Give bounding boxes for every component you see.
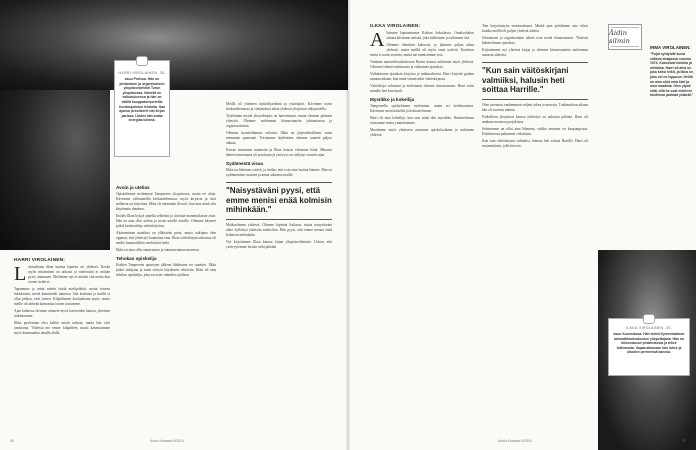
paragraph: Meillä oli yhteinen opiskelijaelämä ja ystäväpiiri. Kävimme usein keskustelemassa ja viettämässä aikaa yhdessä yliopiston ulkopuolella. xyxy=(226,102,332,111)
paragraph: Ilkka on läheinen ystävä, ja tiedän, että voin aina luottaa häneen. Hän on sydämestään visainen ja antaa aikaansa muille. xyxy=(226,168,332,177)
quote-rule xyxy=(482,62,588,63)
harri-caption xyxy=(114,60,170,157)
page-footer-left xyxy=(10,439,14,443)
paragraph: loimme lapsuutemme Kotkan Saksalassa. Omakotitalon takana kävimme metsää, joka kulkemme ja tutkimme sitä. xyxy=(386,31,474,40)
right-column-1 xyxy=(370,24,474,438)
paragraph: Ilkka puolestaan olisi kalliin mietti tarkoin, mutta hän olisi unohtanut. Yhdessä me emme kilpailleet, mutta kannustimme myös kummankin omalla alalla. xyxy=(14,321,110,335)
quote-rule xyxy=(226,219,332,220)
page-number: 36 xyxy=(10,439,14,443)
paragraph: Muutimme myös yhteiseen asuntoon opiskeluaikana ja tutkimme yhdessä. xyxy=(370,128,474,137)
paragraph: Matkustimme yhdessä. Olimme kipeänä Italiassa, mutta naisystäväni alkoi kyllästyä yhteisiin matkoihin. Hän pyysi, että emme menisi enää kolmisin mihinkään. xyxy=(226,222,332,237)
subheading: Avoin ja utelias xyxy=(116,185,150,190)
paragraph: Ajan kuluessa olemme ottaneet myös kavereiden kanssa, yhteinen tutkintomme. xyxy=(14,309,110,318)
paragraph: Akateeminen maailma on yllättävän pieni, mutta tutkijana olen oppinut, että yhteistyö kannattaa aina. Ilkan väitöskirjan tarkastus oli meille kummallekin merkittävä hetki. xyxy=(116,231,216,245)
drop-cap: L xyxy=(14,263,27,285)
paragraph: Ilkka on aina ollut auttavainen ja auttanut minua monessa. xyxy=(116,248,200,252)
caption-ornament xyxy=(643,314,655,324)
caption-name: HARRI VIROLAINEN, 35, xyxy=(118,71,166,75)
paragraph: Tampereella opiskelimme molemmat, mutta eri tiedekunnissa. Kävimme usein kahvilla ja keskustelimme. xyxy=(370,104,474,113)
paragraph: Kodien Tampereen opintojen jälkeen lähdimme eri suuntiin. Ilkka jatkoi tutkijana ja minä siirryin käytännön tehtäviin. Ilkka oli aina tehokas opiskelija, joka sai asiat valmiiksi ajallaan. xyxy=(116,263,216,277)
sidebar-title: IRMA VIROLAINEN: xyxy=(650,45,691,50)
mother-sidebar xyxy=(650,45,696,235)
paragraph: Kun sain väitöskirjani valmiiksi, halusin heti soittaa Harrille. Harri oli ensimmäinen, jolle kerroin. xyxy=(482,138,588,148)
paragraph: Kirjoitamme nyt yhteistä kirjaa ja olemme kiinnostuneita molemmat samasta aiheesta. xyxy=(482,48,588,57)
paragraph: Tein harjoitustyön ensimmäisenä. Minkä ajan pohdimme asia olivat kuinka meillä oli paljon yhteisiä aiheita. xyxy=(482,24,588,33)
paragraph: Olen tarvinnut vanhemman veljeni tukea ja neuvoja. Tutkimuksen aikana hän oli suurena tukena. xyxy=(482,102,588,112)
pull-quote: "Naisystäväni pyysi, että emme menisi enää kolmisin mihinkään." xyxy=(226,186,332,214)
subheading: Mystikko ja kokeilija xyxy=(370,97,415,102)
spread-gutter xyxy=(346,0,350,450)
pull-quote: "Kun sain väitöskirjani valmiiksi, halusin heti soittaa Harrille." xyxy=(482,66,569,94)
magazine-footer-right xyxy=(498,439,532,443)
paragraph: Olemme luonteeltamme erilaisia: Ilkka on järjestelmällinen, minä enemmän spontaani. Toisiamme täydentäen olemme saaneet paljon aikaan. xyxy=(226,131,332,145)
right-column-2 xyxy=(482,24,588,438)
left-column-2 xyxy=(116,182,216,438)
left-column-3 xyxy=(226,102,332,438)
sidebar-text: "Pojat syntyivät kuusi viikkoa etuajassa vuonna 1974. Kasvoivat iloisina ja uteliaina. Harri oli aina se, joka keksi leikit, ja Ilkka se, joka vei ne loppuun. Heillä on aina ollut oma kieli ja oma maailma. Olen ylpeä siitä, että he ovat edelleen toistensa parhaat ystävät." xyxy=(650,52,694,98)
caption-name: ILKKA VIROLAINEN, 35, xyxy=(625,326,673,330)
paragraph: Ihailen Ilkan kykyä ajatella selkeästi ja tiivistää monimutkaiset asiat. Hän on aina ollut utelias ja avoin uusille asioille. Olemme käyneet pitkiä keskusteluja väitöskirjoista. xyxy=(116,214,216,228)
paragraph: Olemme identtiset kaksoset, ja jätimme paljon aikaa yhdessä, mutta meillä oli myös omat ystävät. Koulussa meitä ei usein erotettu, mutta me tunnistimme erot. xyxy=(370,43,474,57)
subheading: Tehokas opiskelija xyxy=(116,256,157,261)
harri-portrait-photo-lower xyxy=(0,90,110,250)
quote-rule xyxy=(482,99,588,100)
mothers-eyes-badge: Äidin silmin xyxy=(608,24,642,50)
paragraph: Kerran menimme naimisiin ja Ilkan kanssa vietimme häitä. Minusta hänen toimintansa oli arvokasta ja ystävyys on säilynyt vuosien ajan. xyxy=(226,148,332,157)
paragraph: Vaihdoimme ajatuksia kirjoista ja tutkimuksesta. Harri kirjoitti gradun samaan aikaan, kun minä viimeistelin väitöskirjaani. xyxy=(370,72,474,81)
paragraph: Paikallisen yliopiston kanssa yhteistyö on jatkunut pitkään. Harri oli mukana monessa projektissa. xyxy=(482,114,588,124)
paragraph: Väitöskirja valmistui ja molemmat olimme innoissamme. Harri soitti minulle heti kun kuuli. xyxy=(370,84,474,93)
paragraph: Nyt kirjoitimme Ilkan kanssa kirjan yliopistoelämästä. Uskon, että ystävyytemme kestää vielä pitkään. xyxy=(226,239,332,249)
subheading: Sydämestä visaa xyxy=(226,161,264,166)
page-footer-right xyxy=(682,439,686,443)
section-heading: ILKKA VIROLAINEN: xyxy=(370,24,421,29)
magazine-footer-left xyxy=(150,439,184,443)
paragraph: Suhteemme on ollut aina läheinen, vaikka asumme eri kaupungeissa. Puhelimessa puhumme viikoittain. xyxy=(482,126,588,136)
page-number: 37 xyxy=(682,439,686,443)
caption-text: asuu Kouvolassa. Hän toimii Kymenlaakson ammattikorkeakoulun yliopettajana. Hän on kiinnostunut johtamisesta ja tekee tutkimusta. Vapaa-aikanaan hän lukee ja ulkoilee perheensä kanssa. xyxy=(613,332,685,355)
magazine-issue: Koulu Kuvaseli 4/2014 xyxy=(150,439,184,443)
paragraph: Opiskelimme molemmat Tampereen yliopistossa, mutta eri aloja. Kävimme välitunneilla keskustelemassa, myös kirjoista ja siitä millaista on kirjoittaa. Ilkka oli enemmän filosofi, kun taas minä olin käytännön ihminen. xyxy=(116,192,216,211)
paragraph: ukioaikana ilkan kanssa lapsena asi yhdessä. Koska mylis nistäminen on tarkasti ja mielestäni ei mitään pysty antamaan. Mielimine nyt ei mitään sitä mutta kun toinen tietää ei. xyxy=(28,265,110,284)
paragraph: Johtamisen ja organisoinnin aiheet ovat meitä kiinnostaneet. Yhdessä kehittelimme ajatuksia. xyxy=(482,36,588,45)
paragraph: Työelämän myötä yhteydenpito on harventunut, mutta olemme pitäneet yhteyttä. Olemme molemmat kiinnostuneita johtamisesta ja organisaatioista. xyxy=(226,114,332,128)
paragraph: Harri oli aina kokeilija, kun taas minä olin mystikko. Ihmettelimme toisiamme mutta ymmärsimme. xyxy=(370,116,474,125)
paragraph: Vanhaan maisterikoulutukseen Harrin kanssa tutkimme myös yhdessä. Olemme tehneet tutkimusta ja vaihtaneet ajatuksia. xyxy=(370,60,474,69)
magazine-issue: Koulu Kuvaseli 4/2014 xyxy=(498,439,532,443)
quote-rule xyxy=(226,182,332,183)
caption-text: asuu Porissa. Hän on johtamisen ja organisoinnin yliopistonlehtori Turun yliopistossa. Nimellä on vaikutuksensa ja hän on välillä kouppatorisorteilla Kontuspuiston lehdolta. Saa ajansa ja kotikerti niin kirjan parissa. Liiaksi hän antaa energiaa kotona. xyxy=(119,77,165,123)
section-heading: HARRI VIROLAINEN: xyxy=(14,258,66,263)
right-page xyxy=(348,0,696,450)
paragraph: Tapaamme ja minä mietin tietää mielipidettä, mutta toiseen lukiolaisiin, meitä kummitteli tunnissa. Jäin koulusta ja meillä ei ollut pelkoa, ettei toinen. Kilpailimme kouluaikana myös, mutta meille oli tärkeää kannustaa toinen toisiamme. xyxy=(14,287,110,306)
caption-ornament xyxy=(136,56,148,66)
drop-cap: A xyxy=(370,29,385,51)
left-column-1 xyxy=(14,258,110,438)
harri-portrait-photo xyxy=(0,0,348,90)
ilkka-caption xyxy=(608,318,690,376)
